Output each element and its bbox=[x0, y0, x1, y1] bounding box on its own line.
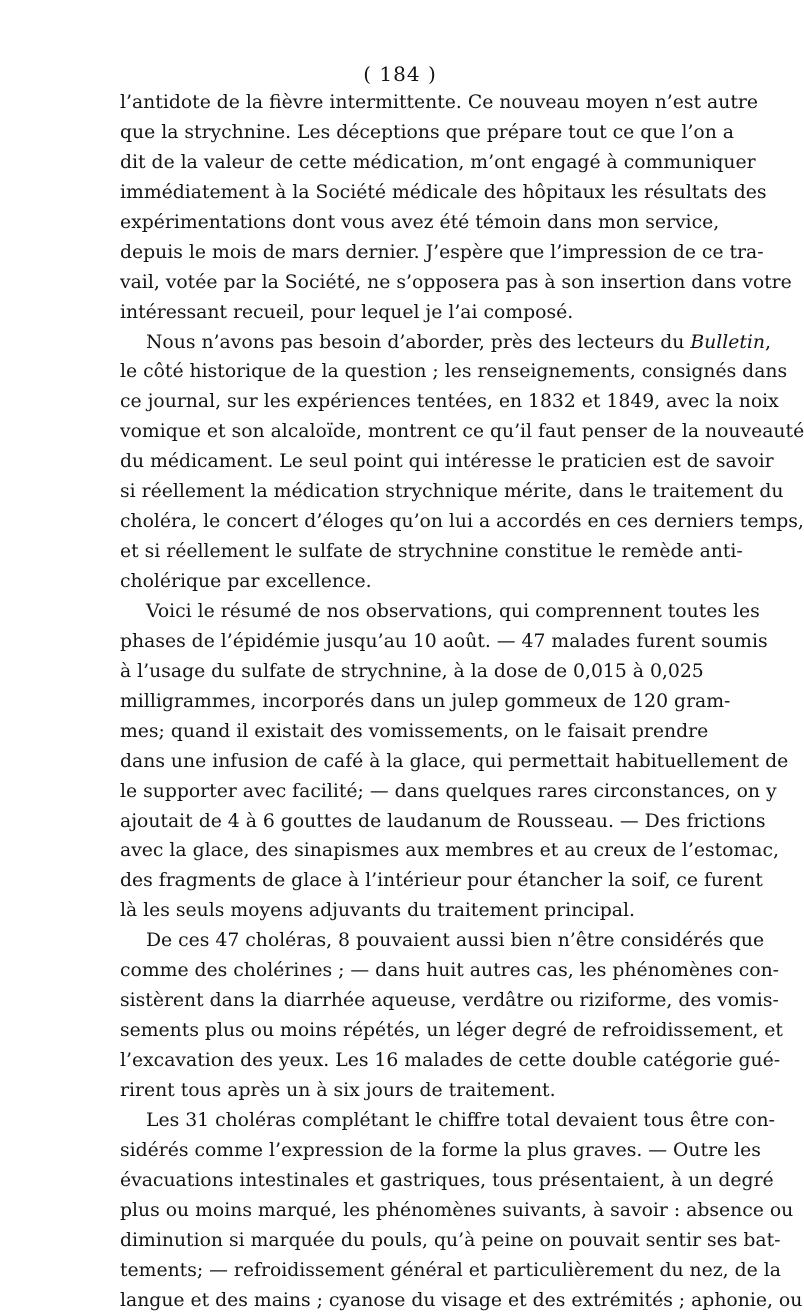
page-number: ( 184 ) bbox=[0, 62, 800, 86]
text-line: avec la glace, des sinapismes aux membres et au creux de l’estomac, bbox=[120, 836, 680, 866]
text-line: Nous n’avons pas besoin d’aborder, près des lecteurs du Bulletin, bbox=[120, 328, 680, 358]
text-line: l’antidote de la fièvre intermittente. Ce nouveau moyen n’est autre bbox=[120, 88, 680, 118]
text-line: sidérés comme l’expression de la forme la plus graves. — Outre les bbox=[120, 1136, 680, 1166]
journal-title: Bulletin bbox=[690, 332, 765, 353]
text-line: ajoutait de 4 à 6 gouttes de laudanum de Rousseau. — Des frictions bbox=[120, 807, 680, 837]
text-line: que la strychnine. Les déceptions que prépare tout ce que l’on a bbox=[120, 118, 680, 148]
text-line: Les 31 choléras complétant le chiffre total devaient tous être con- bbox=[120, 1106, 680, 1136]
text-line: intéressant recueil, pour lequel je l’ai composé. bbox=[120, 298, 680, 328]
text-line: des fragments de glace à l’intérieur pour étancher la soif, ce furent bbox=[120, 866, 680, 896]
text-line: comme des cholérines ; — dans huit autres cas, les phénomènes con- bbox=[120, 956, 680, 986]
text-line: dans une infusion de café à la glace, qui permettait habituellement de bbox=[120, 747, 680, 777]
text-line: plus ou moins marqué, les phénomènes suivants, à savoir : absence ou bbox=[120, 1196, 680, 1226]
text-line: sements plus ou moins répétés, un léger degré de refroidissement, et bbox=[120, 1016, 680, 1046]
text-line: là les seuls moyens adjuvants du traitement principal. bbox=[120, 896, 680, 926]
text-line: du médicament. Le seul point qui intéresse le praticien est de savoir bbox=[120, 447, 680, 477]
text-line: diminution si marquée du pouls, qu’à peine on pouvait sentir ses bat- bbox=[120, 1226, 680, 1256]
text-line: ce journal, sur les expériences tentées, en 1832 et 1849, avec la noix bbox=[120, 387, 680, 417]
text-line: langue et des mains ; cyanose du visage et des extrémités ; aphonie, ou bbox=[120, 1286, 680, 1315]
text-line: Voici le résumé de nos observations, qui comprennent toutes les bbox=[120, 597, 680, 627]
text-line: De ces 47 choléras, 8 pouvaient aussi bien n’être considérés que bbox=[120, 926, 680, 956]
text-line: si réellement la médication strychnique mérite, dans le traitement du bbox=[120, 477, 680, 507]
text-line: et si réellement le sulfate de strychnine constitue le remède anti- bbox=[120, 537, 680, 567]
text-line: cholérique par excellence. bbox=[120, 567, 680, 597]
text-line: mes; quand il existait des vomissements, on le faisait prendre bbox=[120, 717, 680, 747]
text-line: rirent tous après un à six jours de traitement. bbox=[120, 1076, 680, 1106]
text-line: depuis le mois de mars dernier. J’espère que l’impression de ce tra- bbox=[120, 238, 680, 268]
text-line: à l’usage du sulfate de strychnine, à la dose de 0,015 à 0,025 bbox=[120, 657, 680, 687]
body-text bbox=[120, 88, 680, 1315]
text-line: le supporter avec facilité; — dans quelques rares circonstances, on y bbox=[120, 777, 680, 807]
text-line: le côté historique de la question ; les renseignements, consignés dans bbox=[120, 357, 680, 387]
text-line: sistèrent dans la diarrhée aqueuse, verdâtre ou riziforme, des vomis- bbox=[120, 986, 680, 1016]
text-line: phases de l’épidémie jusqu’au 10 août. — 47 malades furent soumis bbox=[120, 627, 680, 657]
text-line: expérimentations dont vous avez été témoin dans mon service, bbox=[120, 208, 680, 238]
text-line: vomique et son alcaloïde, montrent ce qu’il faut penser de la nouveauté bbox=[120, 417, 680, 447]
text-line: tements; — refroidissement général et particulièrement du nez, de la bbox=[120, 1256, 680, 1286]
text-line: dit de la valeur de cette médication, m’ont engagé à communiquer bbox=[120, 148, 680, 178]
text-line: évacuations intestinales et gastriques, tous présentaient, à un degré bbox=[120, 1166, 680, 1196]
text-line: l’excavation des yeux. Les 16 malades de cette double catégorie gué- bbox=[120, 1046, 680, 1076]
text-line: milligrammes, incorporés dans un julep gommeux de 120 gram- bbox=[120, 687, 680, 717]
text-line: choléra, le concert d’éloges qu’on lui a accordés en ces derniers temps, bbox=[120, 507, 680, 537]
text-line: vail, votée par la Société, ne s’opposera pas à son insertion dans votre bbox=[120, 268, 680, 298]
text-line: immédiatement à la Société médicale des hôpitaux les résultats des bbox=[120, 178, 680, 208]
